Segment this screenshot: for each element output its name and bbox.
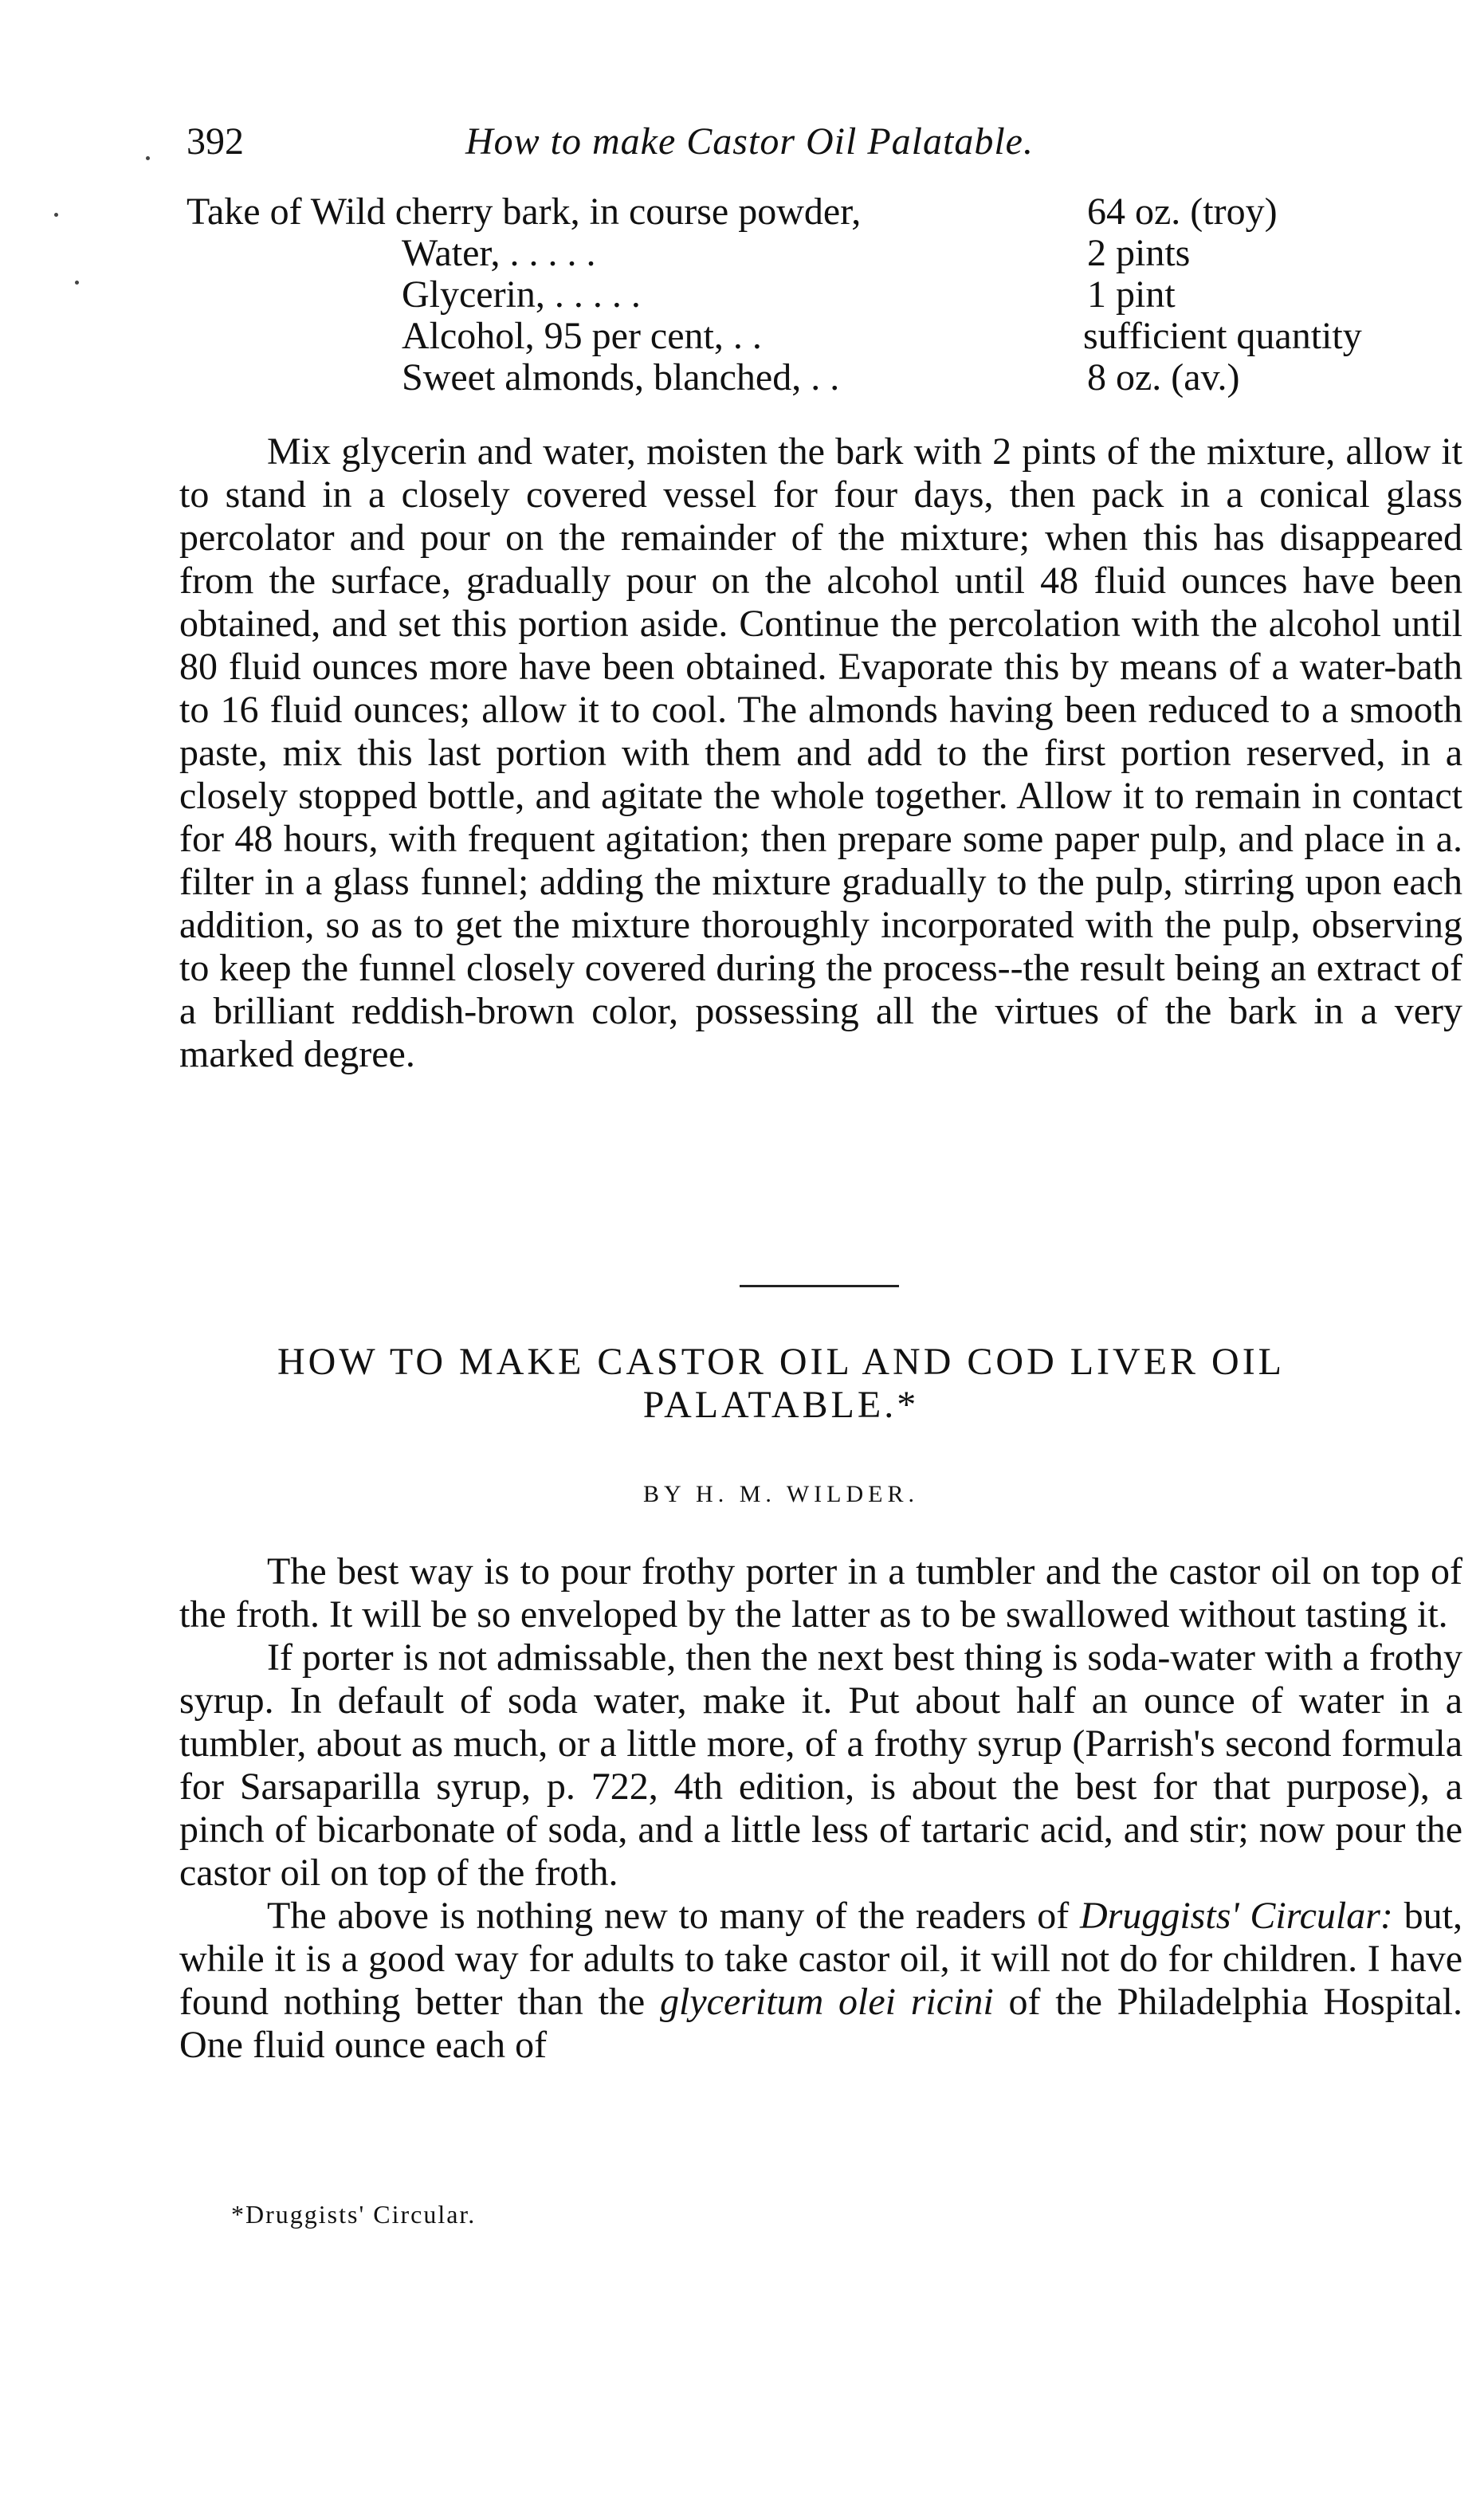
byline: BY H. M. WILDER. <box>643 1481 919 1507</box>
recipe-row <box>186 191 1430 233</box>
recipe-directions <box>179 430 1462 1076</box>
quantity: 2 pints <box>1087 232 1191 274</box>
article-title <box>159 1341 1403 1427</box>
paragraph: The best way is to pour frothy porter in a tumbler and the castor oil on top of the froth. It will be so enveloped by the latter as to be swallowed without tasting it. <box>179 1550 1462 1636</box>
recipe-row <box>186 357 1430 399</box>
quantity: sufficient quantity <box>1083 315 1362 357</box>
ingredient: Alcohol, 95 per cent, . . <box>402 315 762 357</box>
ingredient: Glycerin, . . . . . <box>402 273 641 316</box>
paragraph: Mix glycerin and water, moisten the bark with 2 pints of the mixture, allow it to stand in a closely covered vessel for four days, then pack in a conical glass percolator and pour on the remainder of the mixture; when this has disappeared from the surface, gradually pour on the alcohol until 48 fluid ounces have been obtained, and set this portion aside. Continue the percolation with the alcohol until 80 fluid ounces more have been obtained. Evaporate this by means of a water-bath to 16 fluid ounces; allow it to cool. The almonds having been reduced to a smooth paste, mix this last portion with them and add to the first portion reserved, in a closely stopped bottle, and agitate the whole together. Allow it to remain in contact for 48 hours, with frequent agitation; then prepare some paper pulp, and place in a. filter in a glass funnel; adding the mixture gradually to the pulp, stirring upon each addition, so as to get the mixture thoroughly incorporated with the pulp, observing to keep the funnel closely covered during the process--the result being an extract of a brilliant reddish-brown color, possessing all the virtues of the bark in a very marked degree. <box>179 430 1462 1075</box>
paragraph <box>179 1895 1462 2067</box>
footnote: *Druggists' Circular. <box>231 2200 477 2229</box>
ingredient: Sweet almonds, blanched, . . <box>402 356 840 399</box>
italic-citation: Druggists' Circular: <box>1080 1895 1393 1937</box>
title-line: PALATABLE.* <box>642 1384 920 1426</box>
recipe-row <box>186 233 1430 274</box>
article-body <box>179 1550 1462 2067</box>
text-run: The above is nothing new to many of the readers of <box>267 1895 1080 1937</box>
page-header <box>186 120 1223 175</box>
recipe-row <box>186 316 1430 357</box>
text-run: of the Philadelphia Hospital. One fluid ounce each of <box>179 1981 1463 2066</box>
speck-mark <box>75 281 79 285</box>
speck-mark <box>54 213 58 217</box>
quantity: 8 oz. (av.) <box>1087 356 1240 399</box>
quantity: 1 pint <box>1087 273 1176 316</box>
ingredient: Take of Wild cherry bark, in course powder, <box>186 190 862 233</box>
text-run: but, while it is a good way for adults to take castor oil, it will not do for children. I have found nothing better than the <box>179 1895 1462 2023</box>
ingredient: Water, . . . . . <box>402 232 596 274</box>
speck-mark <box>146 156 150 160</box>
section-divider <box>740 1285 899 1287</box>
quantity: 64 oz. (troy) <box>1087 190 1278 233</box>
title-line: HOW TO MAKE CASTOR OIL AND COD LIVER OIL <box>277 1341 1285 1383</box>
recipe-ingredient-list <box>186 191 1430 399</box>
recipe-row <box>186 274 1430 316</box>
page-number: 392 <box>186 120 244 163</box>
italic-latin-term: glyceritum olei ricini <box>660 1981 994 2023</box>
running-title: How to make Castor Oil Palatable. <box>465 120 1034 163</box>
paragraph: If porter is not admissable, then the next best thing is soda-water with a frothy syrup. In default of soda water, make it. Put about half an ounce of water in a tumbler, about as much, or a little more, of a frothy syrup (Parrish's second formula for Sarsaparilla syrup, p. 722, 4th edition, is about the best for that purpose), a pinch of bicarbonate of soda, and a little less of tartaric acid, and stir; now pour the castor oil on top of the froth. <box>179 1636 1462 1894</box>
